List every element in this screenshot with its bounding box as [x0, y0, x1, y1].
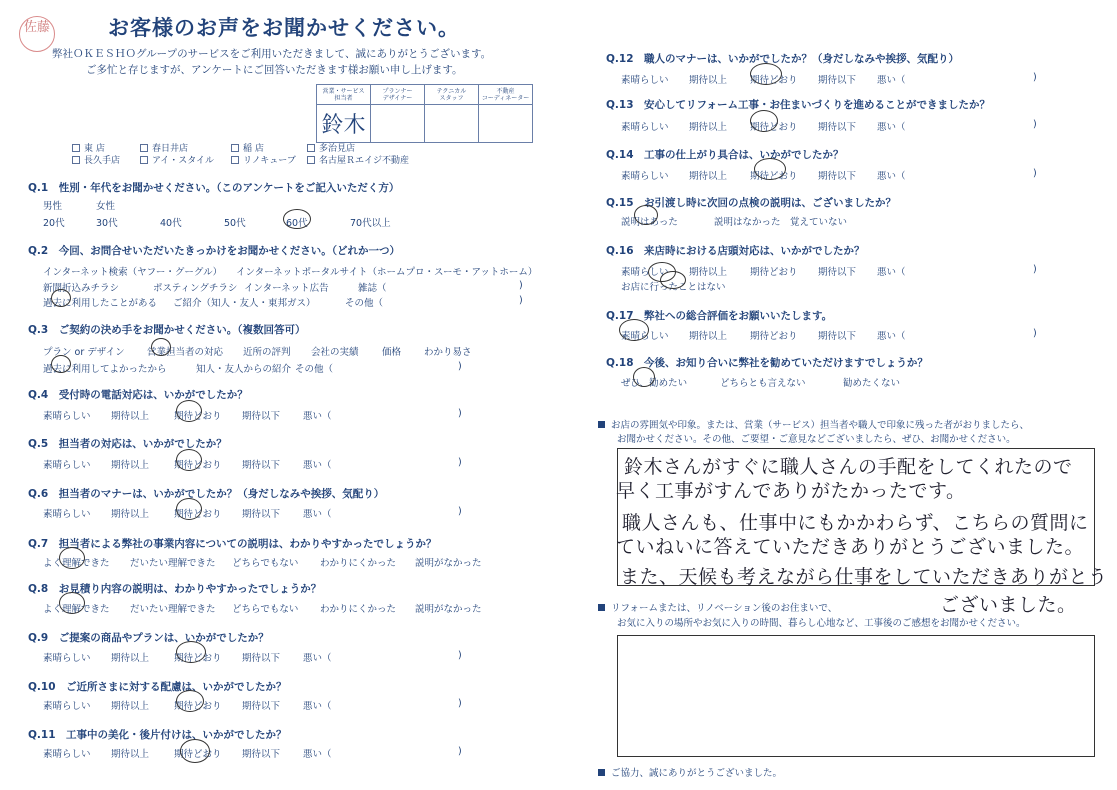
answer-option[interactable]: その他（: [345, 298, 384, 309]
question-6: Q.6 担当者のマナーは、いかがでしたか？（身だしなみや挨拶、気配り）: [28, 488, 385, 500]
answer-option[interactable]: 期待以下: [818, 122, 857, 133]
store-label: リノキューブ: [243, 156, 296, 166]
answer-option[interactable]: 期待どおり: [750, 171, 798, 182]
close-bracket: ): [1033, 264, 1037, 275]
checkbox-icon[interactable]: [72, 144, 80, 152]
selection-circle-mark: [51, 289, 71, 307]
answer-option[interactable]: 女性: [96, 201, 116, 212]
answer-option[interactable]: 期待以下: [242, 653, 281, 664]
answer-option[interactable]: 悪い（: [877, 75, 906, 86]
store-label: 多治見店: [319, 144, 356, 154]
answer-option[interactable]: 悪い（: [877, 171, 906, 182]
answer-option[interactable]: 説明がなかった: [415, 604, 482, 615]
answer-option[interactable]: 期待以上: [111, 509, 150, 520]
checkbox-icon[interactable]: [307, 144, 315, 152]
close-bracket: ): [458, 361, 462, 372]
answer-option[interactable]: 期待以下: [242, 460, 281, 471]
checkbox-icon[interactable]: [72, 156, 80, 164]
close-bracket: ): [458, 650, 462, 661]
answer-option[interactable]: ぜひ、勧めたい: [621, 378, 688, 389]
comment-box-2[interactable]: [617, 635, 1095, 757]
close-bracket: ): [458, 457, 462, 468]
selection-circle-mark: [176, 641, 206, 663]
answer-option[interactable]: 期待以上: [111, 749, 150, 760]
answer-option[interactable]: 新聞折込みチラシ: [43, 283, 120, 294]
close-bracket: ): [458, 408, 462, 419]
answer-option[interactable]: 60代: [286, 218, 308, 229]
selection-circle-mark: [151, 338, 171, 356]
question-8: Q.8 お見積り内容の説明は、わかりやすかったでしょうか？: [28, 583, 322, 595]
question-6: Q.17 弊社への総合評価をお願いいたします。: [606, 310, 833, 322]
answer-option[interactable]: インターネット広告: [244, 283, 329, 294]
question-4: Q.4 受付時の電話対応は、いかがでしたか？: [28, 389, 248, 401]
close-bracket: ): [1033, 168, 1037, 179]
answer-option[interactable]: 期待以上: [689, 331, 728, 342]
answer-option[interactable]: インターネットポータルサイト（ホームプロ・スーモ・アットホーム）: [236, 267, 538, 278]
close-bracket: ): [458, 746, 462, 757]
answer-option[interactable]: どちらでもない: [232, 604, 299, 615]
bullet-square-icon: [598, 421, 605, 428]
staff-signature: 鈴木: [317, 105, 371, 143]
question-1: Q.1 性別・年代をお聞かせください。（このアンケートをご記入いただく方）: [28, 182, 400, 194]
answer-option[interactable]: よく理解できた: [43, 558, 110, 569]
answer-option[interactable]: 素晴らしい: [621, 75, 669, 86]
checkbox-icon[interactable]: [231, 156, 239, 164]
staff-table: [316, 84, 533, 143]
answer-option[interactable]: 過去に利用したことがある: [43, 298, 158, 309]
handwritten-line: ていねいに答えていただきありがとうございました。: [616, 536, 1085, 558]
answer-option[interactable]: 素晴らしい: [621, 171, 669, 182]
question-2: Q.2 今回、お問合せいただいたきっかけをお聞かせください。（どれか一つ）: [28, 245, 400, 257]
question-1: Q.12 職人のマナーは、いかがでしたか？（身だしなみや挨拶、気配り）: [606, 53, 960, 65]
question-4: Q.15 お引渡し時に次回の点検の説明は、ございましたか？: [606, 197, 897, 209]
answer-option[interactable]: 勧めたくない: [843, 378, 901, 389]
answer-option[interactable]: 70代以上: [350, 218, 391, 229]
answer-option[interactable]: わかり易さ: [424, 347, 472, 358]
answer-option[interactable]: 悪い（: [303, 701, 332, 712]
handwritten-line: また、天候も考えながら仕事をしていただきありがとう: [620, 566, 1108, 588]
handwritten-line: 職人さんも、仕事中にもかかわらず、こちらの質問に: [622, 512, 1089, 534]
store-label: 東 店: [84, 144, 105, 154]
staff-header-realestate: 不動産 コーディネーター: [479, 85, 533, 105]
answer-option[interactable]: 説明はあった: [621, 217, 678, 228]
answer-option[interactable]: 期待どおり: [750, 331, 798, 342]
answer-option[interactable]: 期待どおり: [174, 749, 222, 760]
checkbox-icon[interactable]: [231, 144, 239, 152]
answer-option[interactable]: どちらでもない: [232, 558, 299, 569]
answer-option[interactable]: 期待以下: [242, 411, 281, 422]
answer-option[interactable]: わかりにくかった: [320, 558, 397, 569]
store-label: 稲 店: [243, 144, 264, 154]
answer-option[interactable]: 価格: [382, 347, 402, 358]
close-bracket: ): [1033, 72, 1037, 83]
selection-circle-mark: [180, 739, 210, 763]
answer-option[interactable]: ポスティングチラシ: [153, 283, 238, 294]
selection-circle-mark: [660, 271, 686, 289]
selection-circle-mark: [176, 449, 202, 471]
answer-option[interactable]: インターネット検索（ヤフー・グーグル）: [43, 267, 223, 278]
answer-option[interactable]: 説明はなかった: [714, 217, 781, 228]
selection-circle-mark: [51, 355, 71, 373]
answer-option[interactable]: よく理解できた: [43, 604, 110, 615]
comment-prompt-2b: お気に入りの場所やお気に入りの時間、暮らし心地など、工事後のご感想をお聞かせください。: [617, 618, 1026, 629]
answer-option[interactable]: 期待以上: [689, 122, 728, 133]
store-option[interactable]: [231, 153, 296, 166]
answer-option[interactable]: 期待どおり: [174, 460, 222, 471]
close-bracket: ): [458, 698, 462, 709]
question-5: Q.5 担当者の対応は、いかがでしたか？: [28, 438, 227, 450]
question-3: Q.3 ご契約の決め手をお聞かせください。（複数回答可）: [28, 324, 306, 336]
answer-option[interactable]: 悪い（: [303, 460, 332, 471]
answer-option[interactable]: 期待どおり: [750, 267, 798, 278]
store-label: 春日井店: [152, 144, 189, 154]
answer-option[interactable]: 期待以上: [111, 701, 150, 712]
answer-option[interactable]: 20代: [43, 218, 65, 229]
staff-header-sales: 営業・サービス 担当者: [317, 85, 371, 105]
selection-circle-mark: [176, 690, 204, 712]
answer-option[interactable]: 悪い（: [303, 749, 332, 760]
answer-option[interactable]: 知人・友人からの紹介: [196, 364, 292, 375]
question-9: Q.9 ご提案の商品やプランは、いかがでしたか？: [28, 632, 269, 644]
answer-option[interactable]: 期待以上: [689, 171, 728, 182]
answer-option[interactable]: 素晴らしい: [621, 122, 669, 133]
staff-cell: [479, 105, 533, 143]
answer-option[interactable]: 40代: [160, 218, 182, 229]
answer-option[interactable]: その他（: [295, 364, 334, 375]
answer-option[interactable]: 50代: [224, 218, 246, 229]
staff-header-planner: プランナー デザイナー: [371, 85, 425, 105]
answer-option[interactable]: わかりにくかった: [320, 604, 397, 615]
answer-option[interactable]: 悪い（: [303, 411, 332, 422]
answer-option[interactable]: 覚えていない: [790, 217, 848, 228]
answer-option[interactable]: ご紹介（知人・友人・東邦ガス）: [173, 298, 316, 309]
store-label: 長久手店: [84, 156, 121, 166]
answer-option[interactable]: 素晴らしい: [43, 701, 91, 712]
answer-option[interactable]: お店に行ったことはない: [621, 282, 726, 293]
answer-option[interactable]: どちらとも言えない: [720, 378, 806, 389]
answer-option[interactable]: 素晴らしい: [621, 331, 669, 342]
answer-option[interactable]: 期待どおり: [750, 122, 798, 133]
answer-option[interactable]: 素晴らしい: [43, 411, 91, 422]
answer-option[interactable]: 説明がなかった: [415, 558, 482, 569]
staff-cell: [371, 105, 425, 143]
question-5: Q.16 来店時における店頭対応は、いかがでしたか？: [606, 245, 865, 257]
selection-circle-mark: [283, 209, 311, 229]
answer-option[interactable]: 期待どおり: [174, 653, 222, 664]
selection-circle-mark: [59, 592, 85, 614]
handwritten-line: ございました。: [940, 594, 1077, 616]
selection-circle-mark: [619, 319, 649, 341]
staff-cell: [425, 105, 479, 143]
answer-option[interactable]: 期待以下: [818, 267, 857, 278]
store-label: アイ・スタイル: [152, 156, 215, 166]
answer-option[interactable]: 期待どおり: [174, 509, 222, 520]
selection-circle-mark: [750, 110, 778, 132]
answer-option[interactable]: 期待以上: [111, 460, 150, 471]
store-label: 名古屋Ｒエイジ不動産: [319, 156, 410, 166]
close-bracket: ): [519, 295, 523, 306]
selection-circle-mark: [633, 367, 655, 387]
answer-option[interactable]: 男性: [43, 201, 63, 212]
answer-option[interactable]: 素晴らしい: [43, 653, 91, 664]
selection-circle-mark: [59, 547, 85, 569]
answer-option[interactable]: 会社の実績: [311, 347, 359, 358]
store-option[interactable]: [140, 153, 214, 166]
answer-option[interactable]: 期待以上: [689, 75, 728, 86]
close-bracket: ): [1033, 328, 1037, 339]
answer-option[interactable]: 営業担当者の対応: [147, 347, 224, 358]
answer-option[interactable]: 期待以下: [242, 509, 281, 520]
answer-option[interactable]: 期待以上: [111, 411, 150, 422]
question-3: Q.14 工事の仕上がり具合は、いかがでしたか？: [606, 149, 844, 161]
answer-option[interactable]: 素晴らしい: [43, 509, 91, 520]
answer-option[interactable]: 近所の評判: [243, 347, 291, 358]
answer-option[interactable]: 悪い（: [877, 267, 906, 278]
question-2: Q.13 安心してリフォーム工事・お住まいづくりを進めることができましたか？: [606, 99, 991, 111]
staff-header-technical: テクニカル スタッフ: [425, 85, 479, 105]
comment-prompt-1b: お聞かせください。その他、ご要望・ご意見などございましたら、ぜひ、お聞かせください。: [617, 434, 1016, 445]
intro-line-2: ご多忙と存じますが、アンケートにご回答いただきます様お願い申し上げます。: [86, 64, 463, 76]
answer-option[interactable]: 期待以下: [818, 75, 857, 86]
checkbox-icon[interactable]: [140, 156, 148, 164]
close-bracket: ): [458, 506, 462, 517]
answer-option[interactable]: 期待以上: [689, 267, 728, 278]
close-bracket: ): [1033, 119, 1037, 130]
answer-option[interactable]: 期待以下: [818, 331, 857, 342]
question-11: Q.11 工事中の美化・後片付けは、いかがでしたか？: [28, 729, 287, 741]
answer-option[interactable]: 過去に利用してよかったから: [43, 364, 167, 375]
answer-option[interactable]: 雑誌（: [358, 283, 387, 294]
name-seal-stamp: 佐藤: [19, 16, 55, 52]
comment-prompt-2: リフォームまたは、リノベーション後のお住まいで、: [598, 602, 837, 615]
answer-option[interactable]: 悪い（: [877, 331, 906, 342]
selection-circle-mark: [754, 158, 786, 180]
answer-option[interactable]: 期待以上: [111, 653, 150, 664]
answer-option[interactable]: 素晴らしい: [43, 749, 91, 760]
answer-option[interactable]: 期待どおり: [174, 411, 222, 422]
selection-circle-mark: [750, 63, 782, 85]
answer-option[interactable]: 素晴らしい: [621, 267, 669, 278]
close-bracket: ): [519, 280, 523, 291]
intro-line-1: 弊社ＯＫＥＳＨＯグループのサービスをご利用いただきまして、誠にありがとうございます。: [52, 48, 492, 60]
question-7: Q.7 担当者による弊社の事業内容についての説明は、わかりやすかったでしょうか？: [28, 538, 437, 550]
answer-option[interactable]: 期待どおり: [750, 75, 798, 86]
answer-option[interactable]: 悪い（: [303, 509, 332, 520]
answer-option[interactable]: プラン or デザイン: [43, 347, 125, 358]
selection-circle-mark: [634, 205, 658, 225]
checkbox-icon[interactable]: [307, 156, 315, 164]
answer-option[interactable]: 期待以下: [242, 749, 281, 760]
page-title: お客様のお声をお聞かせください。: [108, 16, 460, 40]
answer-option[interactable]: 悪い（: [877, 122, 906, 133]
answer-option[interactable]: 期待以下: [818, 171, 857, 182]
selection-circle-mark: [176, 498, 202, 520]
handwritten-line: 鈴木さんがすぐに職人さんの手配をしてくれたので: [624, 456, 1073, 478]
answer-option[interactable]: 素晴らしい: [43, 460, 91, 471]
thanks-note: ご協力、誠にありがとうございました。: [598, 767, 782, 780]
answer-option[interactable]: だいたい理解できた: [130, 604, 216, 615]
answer-option[interactable]: 悪い（: [303, 653, 332, 664]
selection-circle-mark: [176, 400, 202, 422]
question-7: Q.18 今後、お知り合いに弊社を勧めていただけますでしょうか？: [606, 357, 928, 369]
handwritten-line: 早く工事がすんでありがたかったです。: [616, 480, 966, 502]
store-option[interactable]: [307, 153, 409, 166]
answer-option[interactable]: 30代: [96, 218, 118, 229]
checkbox-icon[interactable]: [140, 144, 148, 152]
question-10: Q.10 ご近所さまに対する配慮は、いかがでしたか？: [28, 681, 287, 693]
comment-prompt-1: お店の雰囲気や印象。または、営業（サービス）担当者や職人で印象に残った者がおりましたら、: [598, 419, 1029, 432]
store-option[interactable]: [72, 153, 120, 166]
bullet-square-icon: [598, 769, 605, 776]
bullet-square-icon: [598, 604, 605, 611]
answer-option[interactable]: 期待どおり: [174, 701, 222, 712]
answer-option[interactable]: 期待以下: [242, 701, 281, 712]
answer-option[interactable]: だいたい理解できた: [130, 558, 216, 569]
